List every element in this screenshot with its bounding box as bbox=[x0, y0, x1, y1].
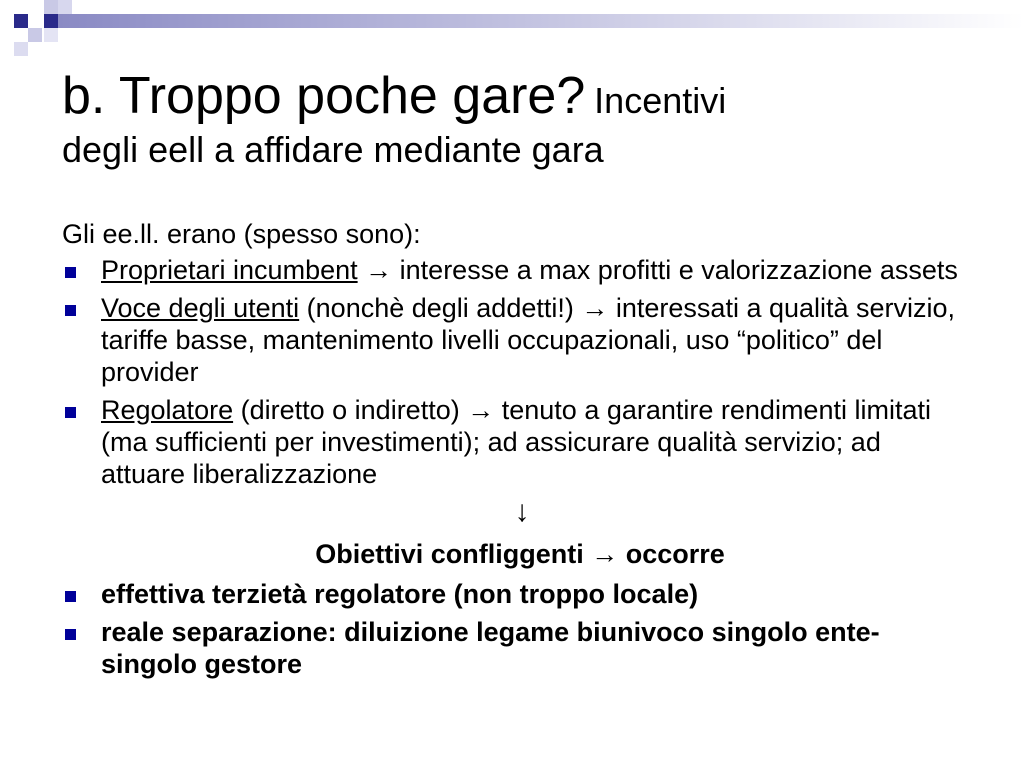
square-bullet-icon bbox=[65, 305, 76, 316]
list-item bbox=[62, 578, 962, 610]
bullet-aside: (diretto o indiretto) bbox=[240, 395, 460, 425]
title-line2: degli eell a affidare mediante gara bbox=[62, 129, 604, 170]
slide-body bbox=[62, 218, 962, 686]
conclusion-line bbox=[62, 538, 962, 570]
stakeholder-list bbox=[62, 254, 962, 490]
right-arrow-icon: → bbox=[581, 293, 609, 323]
bullet-aside: (nonchè degli addetti!) bbox=[306, 293, 574, 323]
square-bullet-icon bbox=[65, 267, 76, 278]
conclusion-left: Obiettivi confliggenti bbox=[315, 539, 584, 569]
down-arrow-icon: ↓ bbox=[514, 495, 530, 528]
list-item bbox=[62, 394, 962, 490]
bullet-heading: Regolatore bbox=[101, 395, 234, 425]
bullet-text: interessati a qualità servizio, tariffe basse, mantenimento livelli occupazionali, uso “politico” del provider bbox=[101, 293, 956, 387]
right-arrow-icon: → bbox=[467, 395, 495, 425]
right-arrow-icon: → bbox=[365, 255, 393, 285]
title-main: b. Troppo poche gare? bbox=[62, 67, 586, 125]
list-item bbox=[62, 254, 962, 286]
intro-text: Gli ee.ll. erano (spesso sono): bbox=[62, 219, 421, 249]
title-sub: Incentivi bbox=[594, 80, 727, 121]
square-bullet-icon bbox=[65, 407, 76, 418]
list-item bbox=[62, 292, 962, 388]
square-bullet-icon bbox=[65, 629, 76, 640]
bullet-heading: Proprietari incumbent bbox=[101, 255, 358, 285]
bullet-text: interesse a max profitti e valorizzazione assets bbox=[399, 255, 958, 285]
bullet-heading: Voce degli utenti bbox=[101, 293, 300, 323]
recommendation-list bbox=[62, 578, 962, 680]
decorative-header-squares bbox=[0, 0, 1024, 60]
list-item bbox=[62, 616, 962, 680]
right-arrow-icon: → bbox=[591, 539, 619, 569]
square-bullet-icon bbox=[65, 591, 76, 602]
bullet-text: reale separazione: diluizione legame biunivoco singolo ente-singolo gestore bbox=[101, 617, 880, 679]
bullet-text: effettiva terzietà regolatore (non troppo locale) bbox=[101, 579, 699, 609]
bullet-text: tenuto a garantire rendimenti limitati (ma sufficienti per investimenti); ad assicurare qualità servizio; ad attuare liberalizzazione bbox=[101, 395, 931, 489]
conclusion-right: occorre bbox=[625, 539, 725, 569]
slide-title bbox=[62, 67, 962, 170]
